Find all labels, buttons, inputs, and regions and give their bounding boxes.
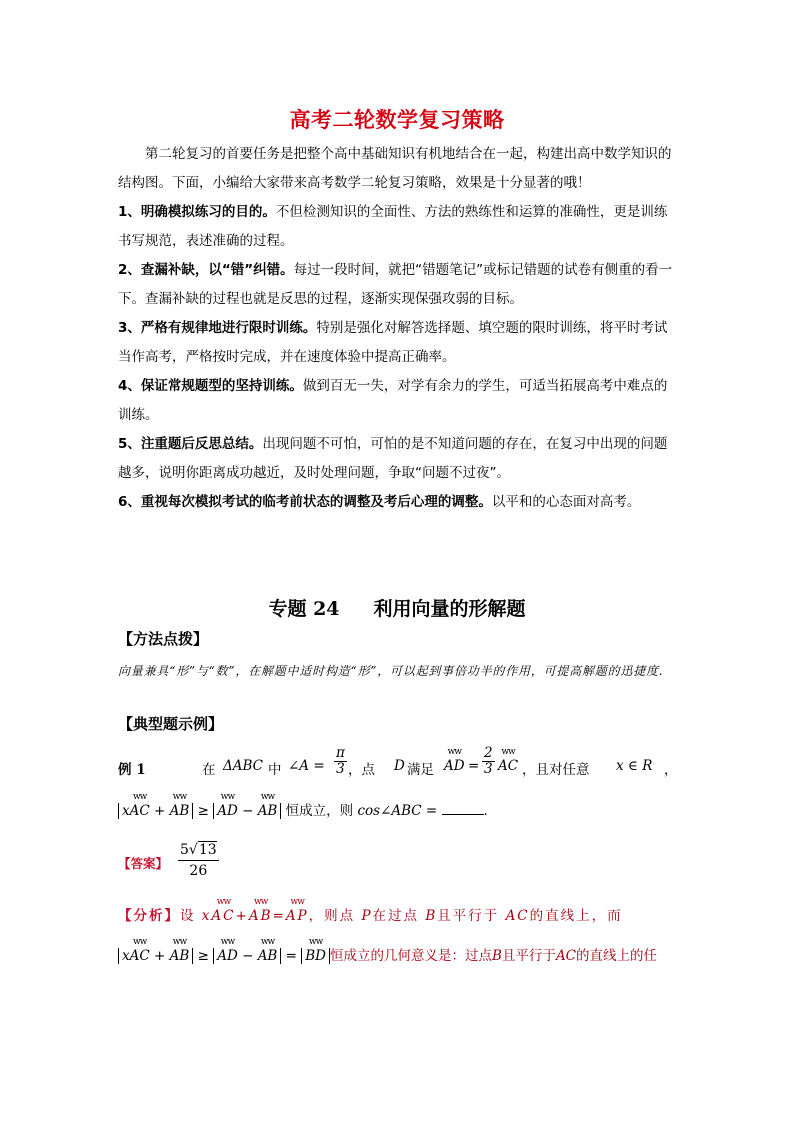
strategy-item xyxy=(118,372,678,430)
example-line-2 xyxy=(118,790,678,830)
strategy-heading: 2、查漏补缺，以“错”纠错。 xyxy=(118,262,294,278)
answer-coef: 5 xyxy=(180,842,189,858)
answer-label: 【答案】 xyxy=(118,856,169,871)
angle-a: ∠A = xyxy=(288,758,325,774)
analysis-text: 的直线上的任 xyxy=(576,948,658,964)
cos-expression: cos∠ABC = xyxy=(357,803,438,819)
line-ac: AC xyxy=(505,908,530,924)
strategy-heading: 6、重视每次模拟考试的临考前状态的调整及考后心理的调整。 xyxy=(118,494,492,510)
abs-left xyxy=(118,948,193,964)
strategy-text: 不但检测知识的全面性、方法的熟练性和运算的准确性，更是训练书写规范，表述准确的过程。 xyxy=(118,204,668,249)
vector-ab: ww AB xyxy=(249,908,273,924)
example-text: ，点 xyxy=(348,762,375,778)
vector-bd: ww BD xyxy=(305,948,326,964)
point-p: P xyxy=(361,908,373,924)
abs-right xyxy=(213,803,281,819)
strategy-text: 以平和的心态面对高考。 xyxy=(491,494,641,510)
answer-blank xyxy=(442,802,484,815)
strategy-heading: 5、注重题后反思总结。 xyxy=(118,436,263,452)
vector-ab: ww AB xyxy=(170,803,190,819)
vector-ab: ww AB xyxy=(258,803,278,819)
answer-fraction xyxy=(178,840,219,881)
vector-ac: ww AC xyxy=(498,758,518,774)
vector-ad: ww AD xyxy=(444,758,465,774)
var-x: x xyxy=(122,948,130,964)
vector-ab: ww AB xyxy=(170,948,190,964)
fraction-numerator: 2 xyxy=(484,745,493,761)
example-text: 中 xyxy=(268,762,282,778)
topic-name: 利用向量的形解题 xyxy=(373,598,526,620)
example-text: ， xyxy=(664,762,678,778)
answer-radicand: 13 xyxy=(198,842,217,858)
analysis-text: 的直线上，而 xyxy=(529,908,623,924)
var-x: x xyxy=(201,908,212,924)
point-d: D xyxy=(394,758,405,774)
analysis-text: 且平行于 xyxy=(437,908,500,924)
vector-ad: ww AD xyxy=(217,948,238,964)
example-text: 恒成立，则 xyxy=(285,803,354,819)
answer-denominator: 26 xyxy=(189,863,208,879)
analysis-text: 且平行于 xyxy=(501,948,556,964)
abs-middle xyxy=(213,948,281,964)
analysis-text: 恒成立的几何意义是：过点 xyxy=(330,948,493,964)
abs-left xyxy=(118,803,193,819)
example-text: 在 xyxy=(202,762,216,778)
strategy-text: 出现问题不可怕，可怕的是不知道问题的存在，在复习中出现的问题越多，说明你距离成功越近，及时处理问题，争取“问题不过夜”。 xyxy=(118,436,668,481)
strategy-heading: 3、严格有规律地进行限时训练。 xyxy=(118,320,317,336)
fraction-2-3 xyxy=(482,746,495,777)
example-label: 例 1 xyxy=(118,762,146,778)
plus-sign: + xyxy=(235,908,249,924)
strategy-text: 做到百无一失，对学有余力的学生，可适当拓展高考中难点的训练。 xyxy=(118,378,668,423)
strategy-text: 每过一段时间，就把“错题笔记”或标记错题的试卷有侧重的看一下。查漏补缺的过程也就是反思的过程，逐渐实现保强攻弱的目标。 xyxy=(118,262,673,307)
example-text: 满足 xyxy=(407,762,434,778)
strategy-heading: 4、保证常规题型的坚持训练。 xyxy=(118,378,303,394)
analysis-text: ，则点 xyxy=(308,908,356,924)
vector-ac: ww AC xyxy=(130,803,150,819)
analysis-line-1 xyxy=(118,898,678,938)
fraction-denominator: 3 xyxy=(336,761,345,777)
vector-ap: ww AP xyxy=(286,908,309,924)
example-heading: 【典型题示例】 xyxy=(118,715,224,733)
analysis-text: 设 xyxy=(180,908,196,924)
strategy-item xyxy=(118,314,678,372)
answer-row xyxy=(118,840,678,884)
fraction-pi-3 xyxy=(334,746,347,777)
vector-ac: ww AC xyxy=(211,908,235,924)
example-text: ，且对任意 xyxy=(522,762,590,778)
x-in-r: x ∈ R xyxy=(616,758,653,774)
equals-sign: = xyxy=(285,948,297,964)
triangle-symbol: ΔABC xyxy=(223,758,263,774)
analysis-line-2 xyxy=(118,938,678,978)
method-heading: 【方法点拨】 xyxy=(118,630,209,648)
vector-ac: ww AC xyxy=(130,948,150,964)
strategy-text: 特别是强化对解答选择题、填空题的限时训练，将平时考试当作高考，严格按时完成，并在速度体验中提高正确率。 xyxy=(118,320,668,365)
page-title: 高考二轮数学复习策略 xyxy=(289,108,505,132)
plus-sign: + xyxy=(154,948,166,964)
line-ac: AC xyxy=(555,948,577,964)
plus-sign: + xyxy=(154,803,166,819)
example-line-1 xyxy=(118,746,678,786)
abs-bd xyxy=(301,948,330,964)
strategy-heading: 1、明确模拟练习的目的。 xyxy=(118,204,276,220)
vector-ab: ww AB xyxy=(258,948,278,964)
intro-paragraph: 第二轮复习的首要任务是把整个高中基础知识有机地结合在一起，构建出高中数学知识的结构图。下面，小编给大家带来高考数学二轮复习策略，效果是十分显著的哦！ xyxy=(118,146,672,191)
strategy-item xyxy=(118,198,678,256)
vector-ad: ww AD xyxy=(217,803,238,819)
point-b: B xyxy=(425,908,438,924)
answer-numerator: 5√13 xyxy=(178,840,219,861)
geq-sign: ≥ xyxy=(197,948,209,964)
geq-sign: ≥ xyxy=(197,803,209,819)
minus-sign: − xyxy=(242,803,254,819)
equals-sign: = xyxy=(468,758,480,774)
analysis-text: 在过点 xyxy=(372,908,420,924)
topic-number: 专题 24 xyxy=(268,598,340,620)
strategy-item xyxy=(118,488,678,517)
fraction-denominator: 3 xyxy=(484,761,493,777)
fraction-numerator: π xyxy=(336,745,345,761)
method-text: 向量兼具“形”与“数”，在解题中适时构造“形”，可以起到事倍功半的作用，可提高解题的迅捷度. xyxy=(118,664,664,678)
analysis-label: 【分析】 xyxy=(118,908,180,924)
topic-title xyxy=(0,594,794,621)
strategy-item xyxy=(118,256,678,314)
equals-sign: = xyxy=(272,908,286,924)
strategy-item xyxy=(118,430,678,488)
period: . xyxy=(483,803,488,819)
point-b: B xyxy=(492,948,502,964)
minus-sign: − xyxy=(242,948,254,964)
var-x: x xyxy=(122,803,130,819)
